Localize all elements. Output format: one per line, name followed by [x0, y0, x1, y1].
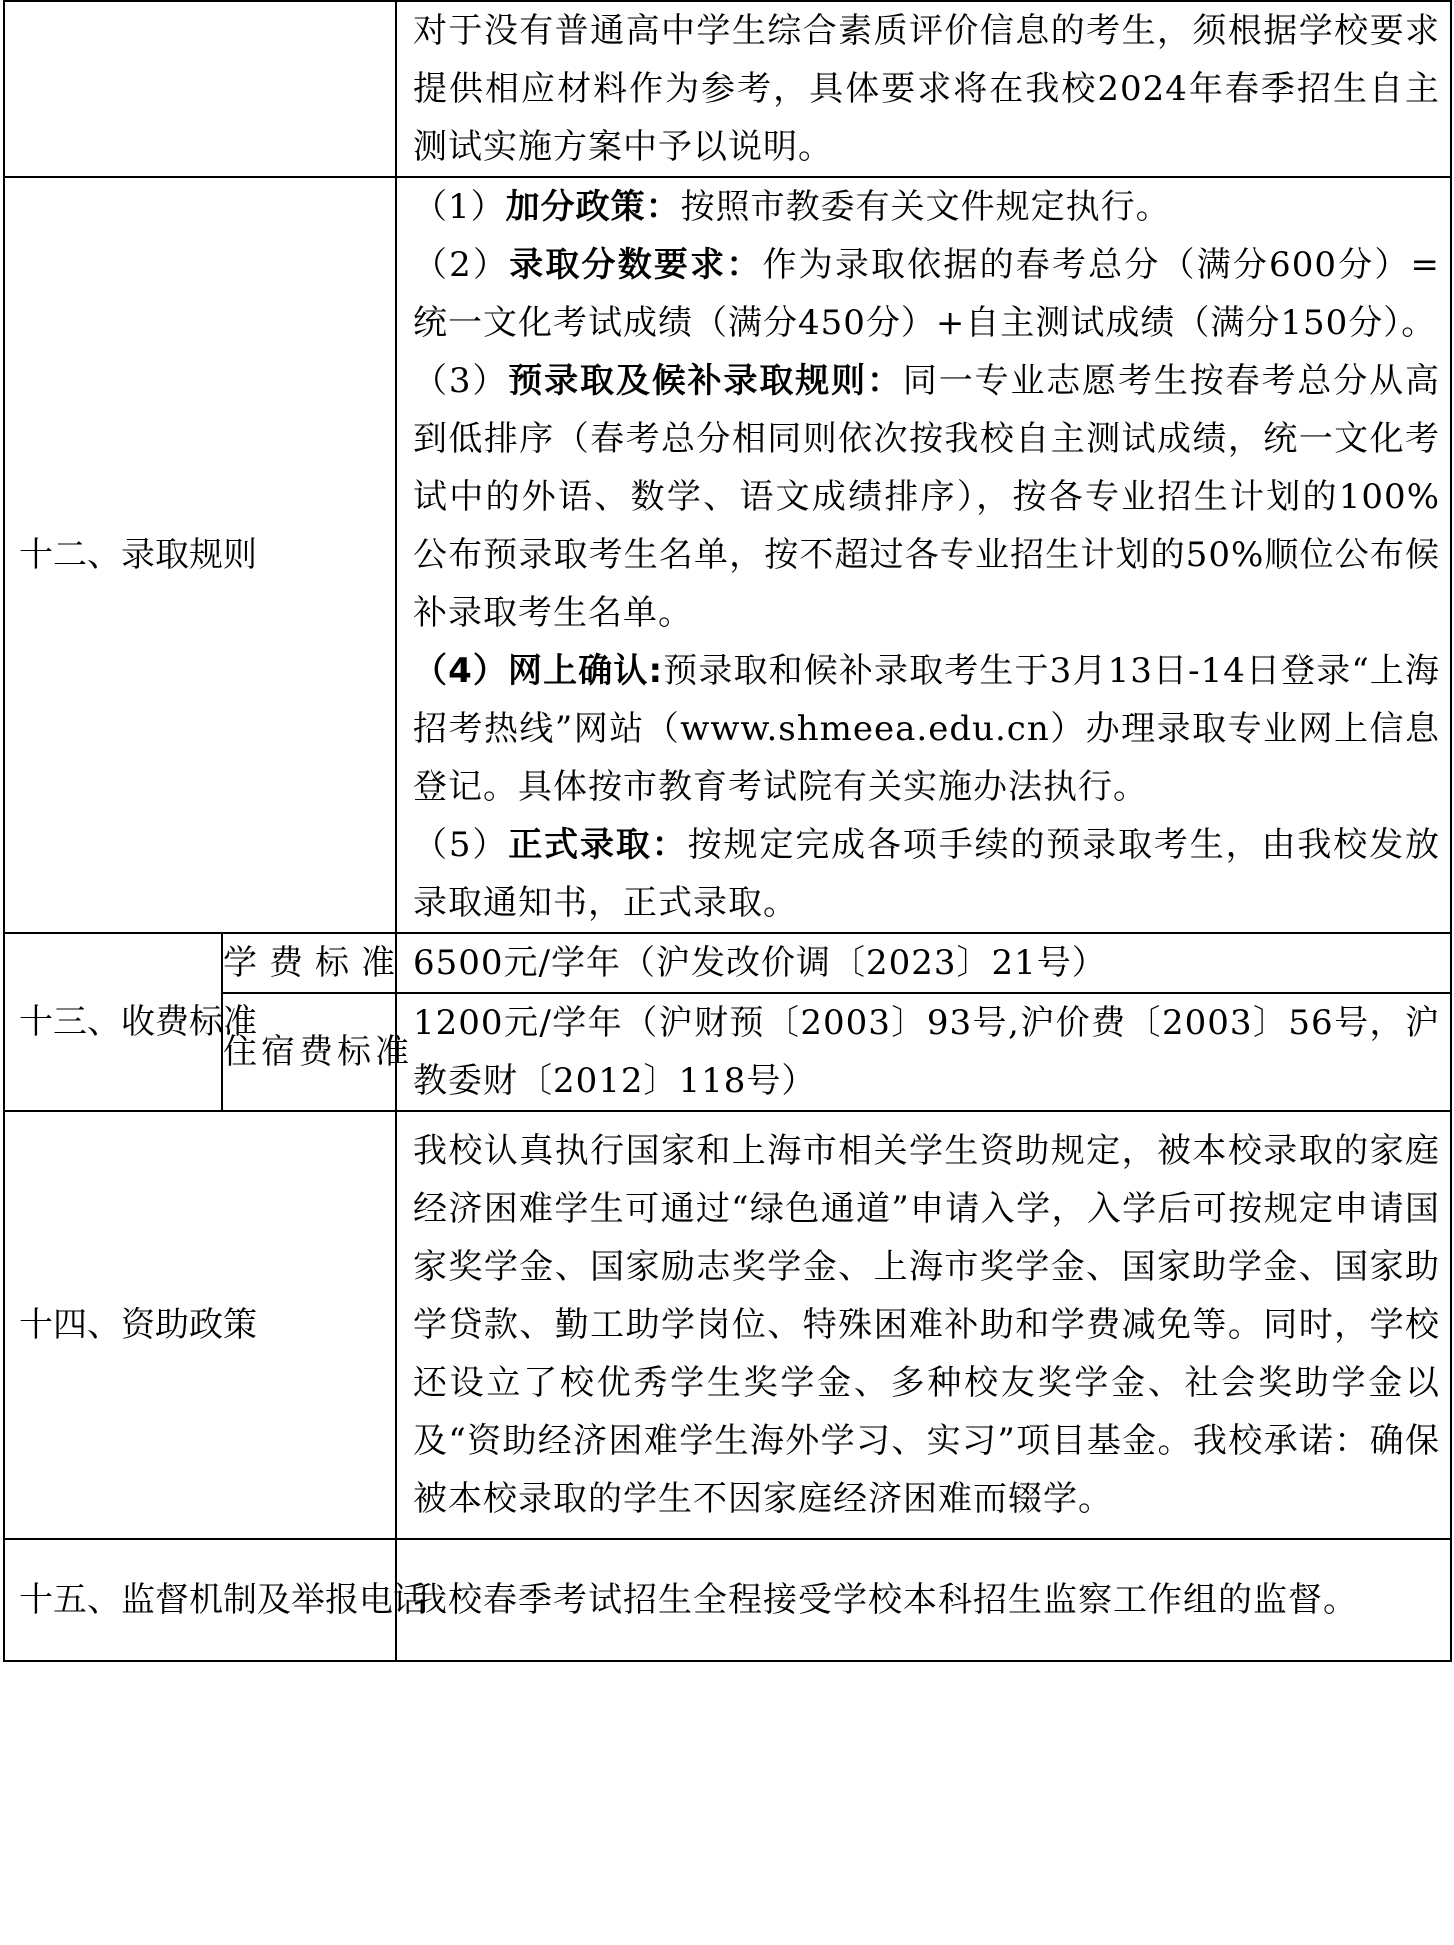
item-title: 加分政策：: [505, 187, 681, 227]
section-14-label: 十四、资助政策: [4, 1111, 396, 1539]
item-number: （4）: [413, 651, 509, 691]
section-15-label: 十五、监督机制及举报电话: [4, 1539, 396, 1661]
row-section-11: [4, 1, 1451, 177]
item-text: 按规定完成各项手续的预录取考生，由我校发放录取通知书，正式录取。: [413, 825, 1441, 923]
item-number: （3）: [413, 361, 509, 401]
tuition-label: 学费标准: [222, 933, 396, 993]
section-15-content: [396, 1539, 1451, 1661]
tuition-value: 6500元/学年（沪发改价调〔2023〕21号）: [396, 933, 1451, 993]
item-number: （1）: [413, 187, 506, 227]
dorm-value: 1200元/学年（沪财预〔2003〕93号,沪价费〔2003〕56号，沪教委财〔2012〕118号）: [396, 993, 1451, 1111]
item-title: 网上确认:: [508, 651, 664, 691]
row-section-14: [4, 1111, 1451, 1539]
item-text: 预录取和候补录取考生于3月13日-14日登录“上海招考热线”网站（www.shmeea.edu.cn）办理录取专业网上信息登记。具体按市教育考试院有关实施办法执行。: [413, 651, 1440, 807]
admission-rule-item: [413, 352, 1440, 642]
admission-rule-item: [413, 816, 1440, 932]
item-text: 作为录取依据的春考总分（满分600分）=统一文化考试成绩（满分450分）+自主测试成绩（满分150分）。: [413, 245, 1440, 343]
section-13-label: 十三、收费标准: [4, 933, 222, 1111]
item-text: 同一专业志愿考生按春考总分从高到低排序（春考总分相同则依次按我校自主测试成绩，统一文化考试中的外语、数学、语文成绩排序），按各专业招生计划的100%公布预录取考生名单，按不超过各专业招生计划的50%顺位公布候补录取考生名单。: [413, 361, 1441, 633]
section-11-content: [396, 1, 1451, 177]
item-title: 预录取及候补录取规则：: [508, 361, 903, 401]
section-11-label-cell: [4, 1, 396, 177]
row-section-15: [4, 1539, 1451, 1661]
section-15-text: 我校春季考试招生全程接受学校本科招生监察工作组的监督。: [413, 1580, 1358, 1620]
item-title: 正式录取：: [508, 825, 688, 865]
row-section-13-tuition: [4, 933, 1451, 993]
policy-table: [3, 0, 1452, 1662]
dorm-label: 住宿费标准: [222, 993, 396, 1111]
section-14-content: [396, 1111, 1451, 1539]
row-section-12: [4, 177, 1451, 933]
item-title: 录取分数要求：: [509, 245, 763, 285]
section-12-content: [396, 177, 1451, 933]
admission-rule-item: [413, 178, 1440, 236]
section-12-label: 十二、录取规则: [4, 177, 396, 933]
section-14-text: 我校认真执行国家和上海市相关学生资助规定，被本校录取的家庭经济困难学生可通过“绿色通道”申请入学，入学后可按规定申请国家奖学金、国家励志奖学金、上海市奖学金、国家助学金、国家助学贷款、勤工助学岗位、特殊困难补助和学费减免等。同时，学校还设立了校优秀学生奖学金、多种校友奖学金、社会奖助学金以及“资助经济困难学生海外学习、实习”项目基金。我校承诺：确保被本校录取的学生不因家庭经济困难而辍学。: [413, 1131, 1440, 1519]
item-number: （5）: [413, 825, 509, 865]
section-11-text: 对于没有普通高中学生综合素质评价信息的考生，须根据学校要求提供相应材料作为参考，具体要求将在我校2024年春季招生自主测试实施方案中予以说明。: [413, 11, 1440, 167]
admission-rule-item: [413, 642, 1440, 816]
admission-rule-item: [413, 236, 1440, 352]
item-text: 按照市教委有关文件规定执行。: [680, 187, 1171, 227]
item-number: （2）: [413, 245, 510, 285]
